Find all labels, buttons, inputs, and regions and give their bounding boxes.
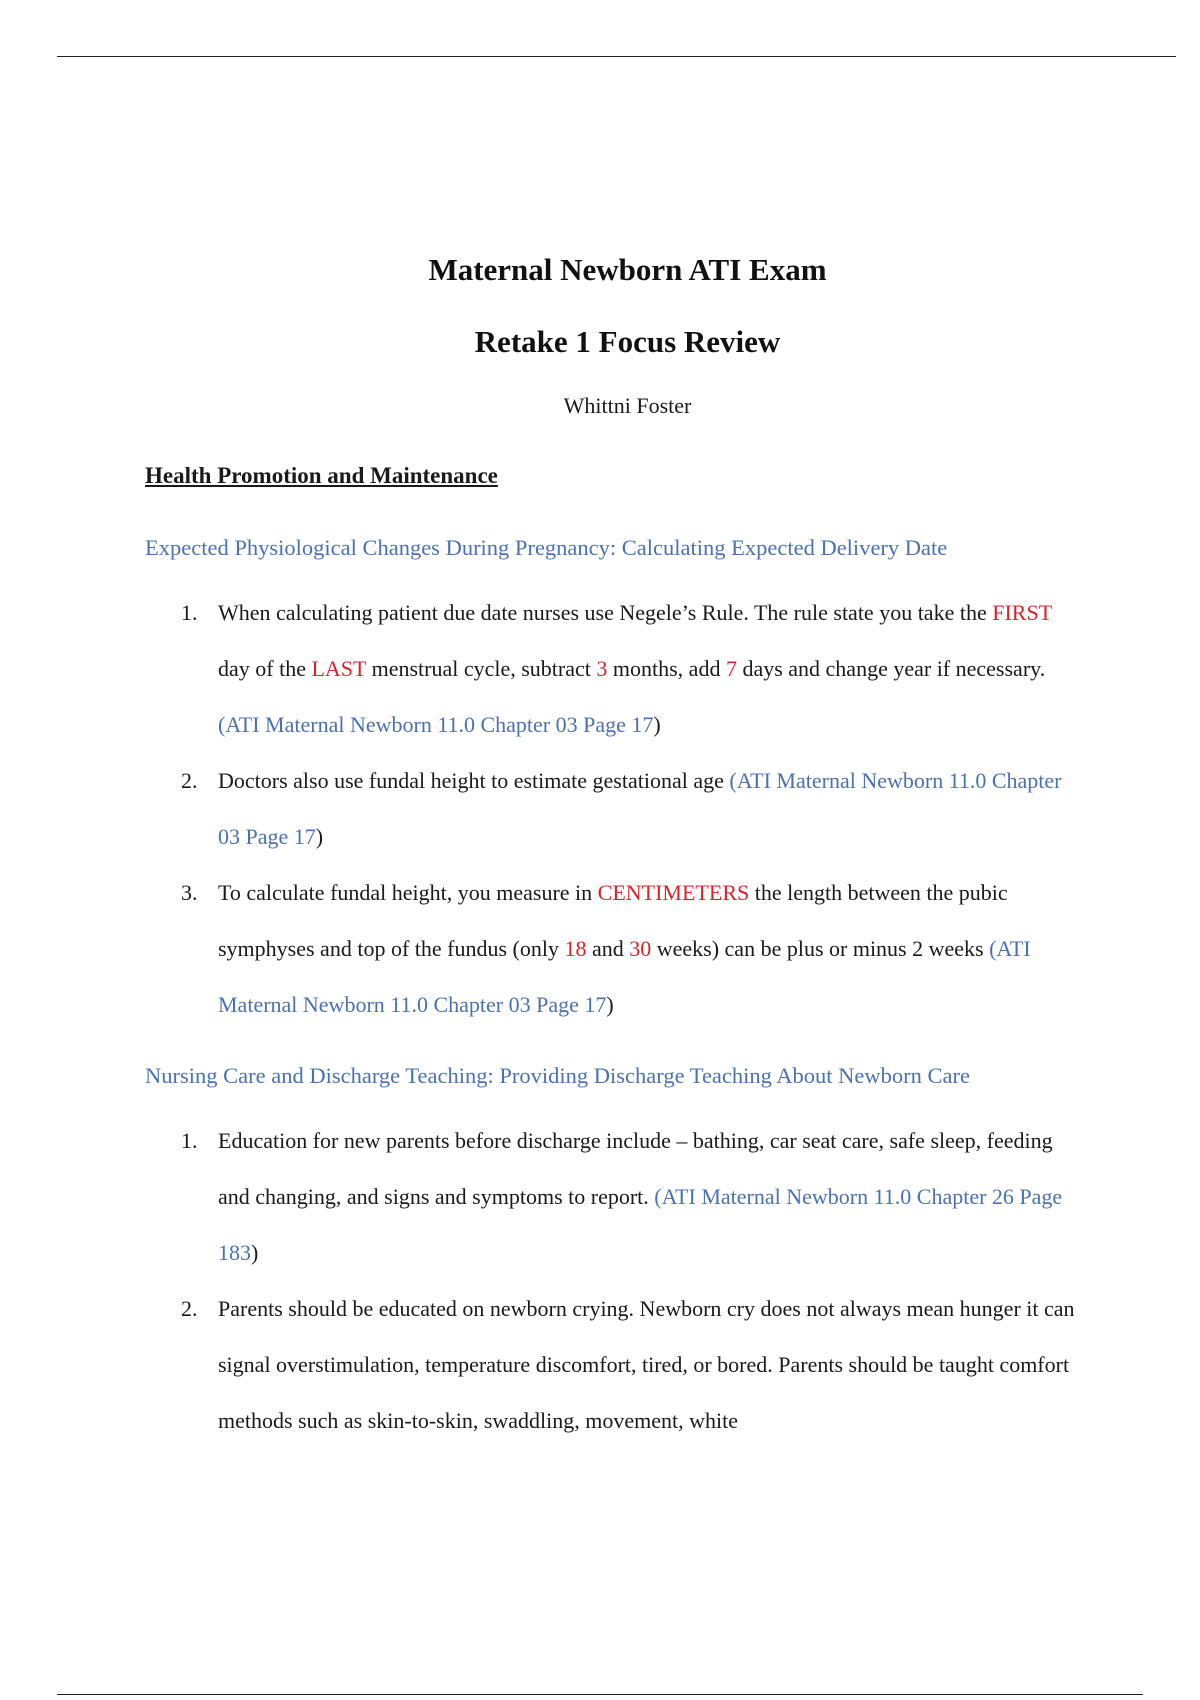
- list-item-text: [218, 600, 1052, 737]
- body-text: Parents should be educated on newborn crying. Newborn cry does not always mean hunger it can signal overstimulation, temperature discomfort, tired, or bored. Parents should be taught comfort methods such as skin-to-skin, swaddling, movement, white: [218, 1296, 1075, 1433]
- list-number: 1.: [181, 1128, 198, 1153]
- body-text: and: [586, 936, 630, 961]
- list-number: 3.: [181, 880, 198, 905]
- reference-citation: (ATI Maternal Newborn 11.0 Chapter 26 Page 183: [218, 1184, 1063, 1265]
- list-item: [145, 865, 1085, 1033]
- topic-list-discharge-teaching: [145, 1113, 1085, 1449]
- reference-citation: (ATI Maternal Newborn 11.0 Chapter 03 Page 17: [218, 712, 654, 737]
- emphasis-text: 30: [629, 936, 652, 961]
- reference-citation: (ATI Maternal Newborn 11.0 Chapter 03 Page 17: [218, 936, 1031, 1017]
- header-rule: [57, 56, 1176, 57]
- emphasis-text: 3: [596, 656, 608, 681]
- topic-heading-delivery-date: Expected Physiological Changes During Pregnancy: Calculating Expected Delivery Date: [145, 535, 948, 560]
- list-item-text: [218, 768, 1062, 849]
- document-subtitle: Retake 1 Focus Review: [474, 324, 781, 359]
- footer-rule: [57, 1694, 1143, 1695]
- body-text: the length between the pubic symphyses and top of the fundus (only: [218, 880, 1008, 961]
- list-item-text: [218, 880, 1031, 1017]
- topic-list-delivery-date: [145, 585, 1085, 1033]
- body-text: months, add: [607, 656, 726, 681]
- document-page: [145, 245, 1085, 1449]
- body-text: ): [251, 1240, 259, 1265]
- body-text: ): [606, 992, 614, 1017]
- list-item: [145, 585, 1085, 753]
- list-number: 1.: [181, 600, 198, 625]
- list-item-text: [218, 1296, 1075, 1433]
- emphasis-text: LAST: [311, 656, 367, 681]
- reference-citation: (ATI Maternal Newborn 11.0 Chapter 03 Page 17: [218, 768, 1062, 849]
- body-text: day of the: [218, 656, 312, 681]
- list-item: [145, 1281, 1085, 1449]
- list-item-text: [218, 1128, 1062, 1265]
- list-number: 2.: [181, 768, 198, 793]
- document-title: Maternal Newborn ATI Exam: [428, 252, 827, 287]
- body-text: menstrual cycle, subtract: [366, 656, 597, 681]
- emphasis-text: FIRST: [992, 600, 1052, 625]
- body-text: ): [653, 712, 661, 737]
- emphasis-text: 7: [725, 656, 737, 681]
- topic-heading-discharge-teaching: Nursing Care and Discharge Teaching: Providing Discharge Teaching About Newborn Care: [145, 1063, 970, 1088]
- body-text: Education for new parents before discharge include – bathing, car seat care, safe sleep, feeding and changing, and signs and symptoms to report.: [218, 1128, 1053, 1209]
- list-item: [145, 753, 1085, 865]
- body-text: When calculating patient due date nurses use Negele’s Rule. The rule state you take the: [218, 600, 993, 625]
- emphasis-text: CENTIMETERS: [597, 880, 750, 905]
- body-text: weeks) can be plus or minus 2 weeks: [651, 936, 990, 961]
- emphasis-text: 18: [564, 936, 587, 961]
- body-text: To calculate fundal height, you measure in: [218, 880, 598, 905]
- section-heading: Health Promotion and Maintenance: [145, 463, 498, 488]
- list-number: 2.: [181, 1296, 198, 1321]
- list-item: [145, 1113, 1085, 1281]
- body-text: days and change year if necessary.: [736, 656, 1046, 681]
- author-name: Whittni Foster: [563, 393, 692, 418]
- body-text: ): [315, 824, 324, 849]
- body-text: Doctors also use fundal height to estimate gestational age: [218, 768, 730, 793]
